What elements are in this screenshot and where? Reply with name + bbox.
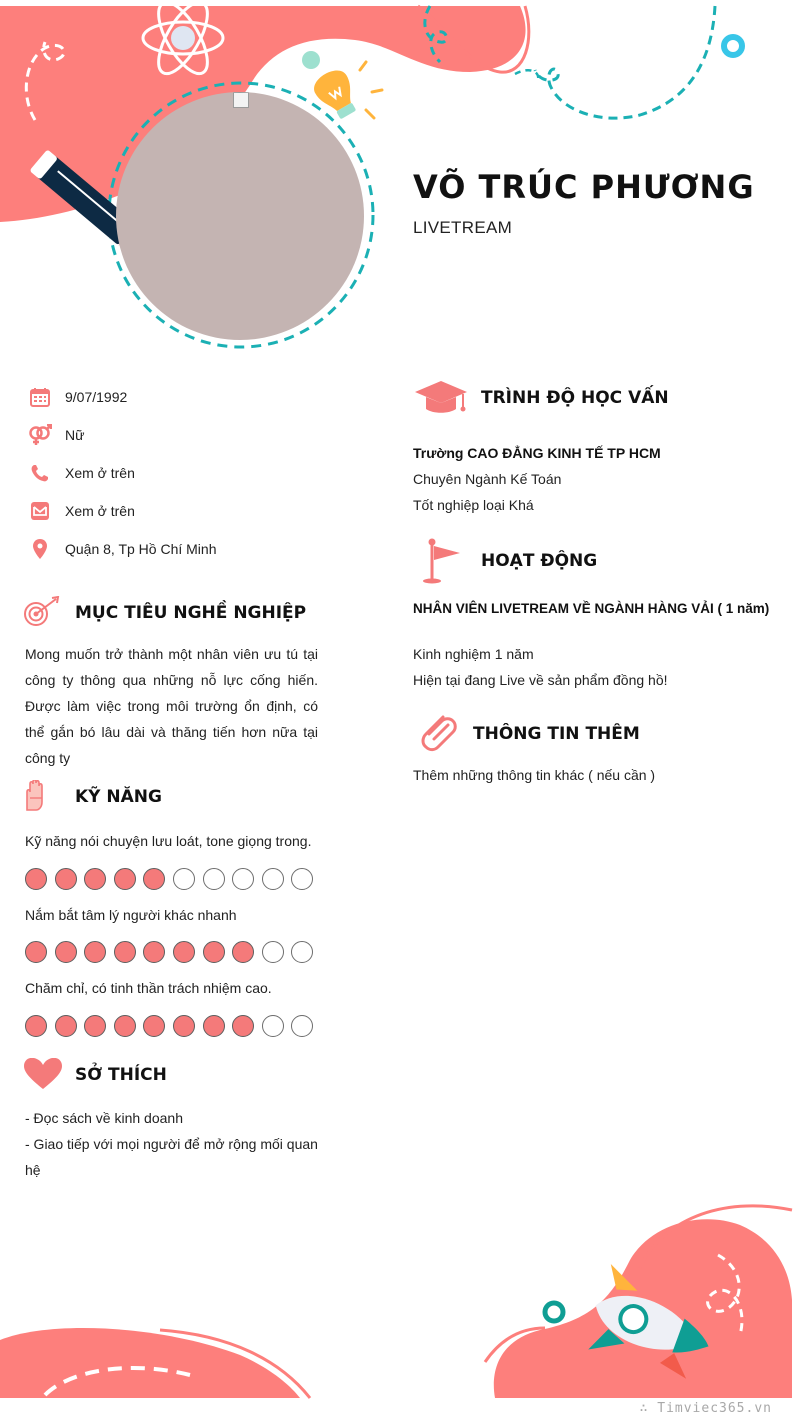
objective-text: Mong muốn trở thành một nhân viên ưu tú tại công ty thông qua những nỗ lực cống hiến. Được làm việc trong môi trường ổn định, có thể gắn bó lâu dài và thăng tiến hơn nữa tại công ty bbox=[25, 646, 318, 766]
dashed-line-right bbox=[535, 6, 715, 118]
education-heading bbox=[413, 381, 669, 415]
heart-icon bbox=[24, 1058, 62, 1092]
skill-dot-filled bbox=[55, 941, 77, 963]
graduation-cap-icon bbox=[413, 381, 469, 415]
phone-text: Xem ở trên bbox=[65, 465, 135, 481]
broken-image-icon bbox=[233, 92, 249, 108]
gender-icon bbox=[28, 423, 52, 447]
skill-dot-filled bbox=[55, 1015, 77, 1037]
contact-row-phone bbox=[28, 461, 328, 485]
skill-dot-filled bbox=[114, 1015, 136, 1037]
objective-title: MỤC TIÊU NGHỀ NGHIỆP bbox=[75, 603, 307, 623]
additional-heading bbox=[416, 712, 640, 756]
additional-title: THÔNG TIN THÊM bbox=[473, 724, 640, 744]
skill-dot-empty bbox=[173, 868, 195, 890]
phone-icon bbox=[28, 461, 52, 485]
ring-teal-bottom bbox=[545, 1303, 563, 1321]
skills-heading bbox=[24, 780, 162, 814]
activity-line-2: Hiện tại đang Live về sản phẩm đồng hồ! bbox=[413, 672, 668, 688]
profile-photo[interactable] bbox=[116, 92, 364, 340]
skill-dot-filled bbox=[143, 868, 165, 890]
activity-position: NHÂN VIÊN LIVETREAM VỀ NGÀNH HÀNG VẢI ( 1 năm) bbox=[413, 601, 770, 616]
watermark: ∴ Timviec365.vn bbox=[639, 1401, 772, 1416]
skill-dot-filled bbox=[203, 941, 225, 963]
bottom-left-blob bbox=[0, 1328, 300, 1398]
major-text: Chuyên Ngành Kế Toán bbox=[413, 471, 562, 487]
skill-dot-filled bbox=[143, 941, 165, 963]
skill-dot-filled bbox=[25, 941, 47, 963]
job-title: LIVETREAM bbox=[413, 218, 513, 237]
skill-rating bbox=[25, 868, 321, 890]
skill-dot-filled bbox=[232, 941, 254, 963]
full-name: VÕ TRÚC PHƯƠNG bbox=[413, 168, 755, 206]
objective-heading bbox=[22, 596, 306, 630]
hobbies-title: SỞ THÍCH bbox=[75, 1065, 167, 1085]
skill-dot-filled bbox=[25, 1015, 47, 1037]
address-text: Quận 8, Tp Hồ Chí Minh bbox=[65, 541, 217, 557]
activity-line-1: Kinh nghiệm 1 năm bbox=[413, 646, 534, 662]
contact-row-address bbox=[28, 537, 328, 561]
ring-decoration bbox=[724, 37, 742, 55]
light-bulb-icon bbox=[309, 65, 364, 124]
skill-label: Kỹ năng nói chuyện lưu loát, tone giọng trong. bbox=[25, 833, 312, 849]
skill-rating bbox=[25, 941, 321, 963]
skill-dot-filled bbox=[232, 1015, 254, 1037]
skill-dot-filled bbox=[114, 941, 136, 963]
skill-dot-empty bbox=[291, 868, 313, 890]
skill-dot-empty bbox=[291, 941, 313, 963]
email-icon bbox=[28, 499, 52, 523]
skill-dot-filled bbox=[84, 941, 106, 963]
contact-row-birthday bbox=[28, 385, 328, 409]
skill-dot-filled bbox=[114, 868, 136, 890]
flag-icon bbox=[418, 538, 468, 584]
birthday-text: 9/07/1992 bbox=[65, 389, 128, 405]
gender-text: Nữ bbox=[65, 427, 85, 443]
activities-title: HOẠT ĐỘNG bbox=[481, 551, 598, 571]
skill-dot-empty bbox=[262, 941, 284, 963]
skill-rating bbox=[25, 1015, 321, 1037]
skill-label: Nắm bắt tâm lý người khác nhanh bbox=[25, 907, 237, 923]
skill-dot-filled bbox=[55, 868, 77, 890]
school-name: Trường CAO ĐẲNG KINH TẾ TP HCM bbox=[413, 445, 661, 461]
grade-text: Tốt nghiệp loại Khá bbox=[413, 497, 534, 513]
skill-dot-filled bbox=[25, 868, 47, 890]
hand-icon bbox=[24, 780, 62, 814]
skill-dot-empty bbox=[232, 868, 254, 890]
additional-text: Thêm những thông tin khác ( nếu cần ) bbox=[413, 767, 656, 783]
skill-dot-empty bbox=[203, 868, 225, 890]
skill-dot-empty bbox=[291, 1015, 313, 1037]
skill-dot-filled bbox=[173, 941, 195, 963]
hobbies-heading bbox=[24, 1058, 167, 1092]
activities-heading bbox=[418, 538, 597, 584]
target-icon bbox=[22, 596, 62, 630]
skill-dot-filled bbox=[84, 1015, 106, 1037]
education-title: TRÌNH ĐỘ HỌC VẤN bbox=[481, 388, 669, 408]
skill-dot-empty bbox=[262, 868, 284, 890]
skills-title: KỸ NĂNG bbox=[75, 787, 162, 807]
paperclip-icon bbox=[416, 712, 460, 756]
contact-row-email bbox=[28, 499, 328, 523]
location-pin-icon bbox=[28, 537, 52, 561]
calendar-icon bbox=[28, 385, 52, 409]
hobbies-text: - Đọc sách về kinh doanh - Giao tiếp với mọi người để mở rộng mối quan hệ bbox=[25, 1110, 318, 1178]
skill-dot-filled bbox=[84, 868, 106, 890]
skill-dot-filled bbox=[143, 1015, 165, 1037]
contact-row-gender bbox=[28, 423, 328, 447]
email-text: Xem ở trên bbox=[65, 503, 135, 519]
skill-dot-empty bbox=[262, 1015, 284, 1037]
skill-label: Chăm chỉ, có tinh thần trách nhiệm cao. bbox=[25, 980, 272, 996]
skill-dot-filled bbox=[173, 1015, 195, 1037]
skill-dot-filled bbox=[203, 1015, 225, 1037]
